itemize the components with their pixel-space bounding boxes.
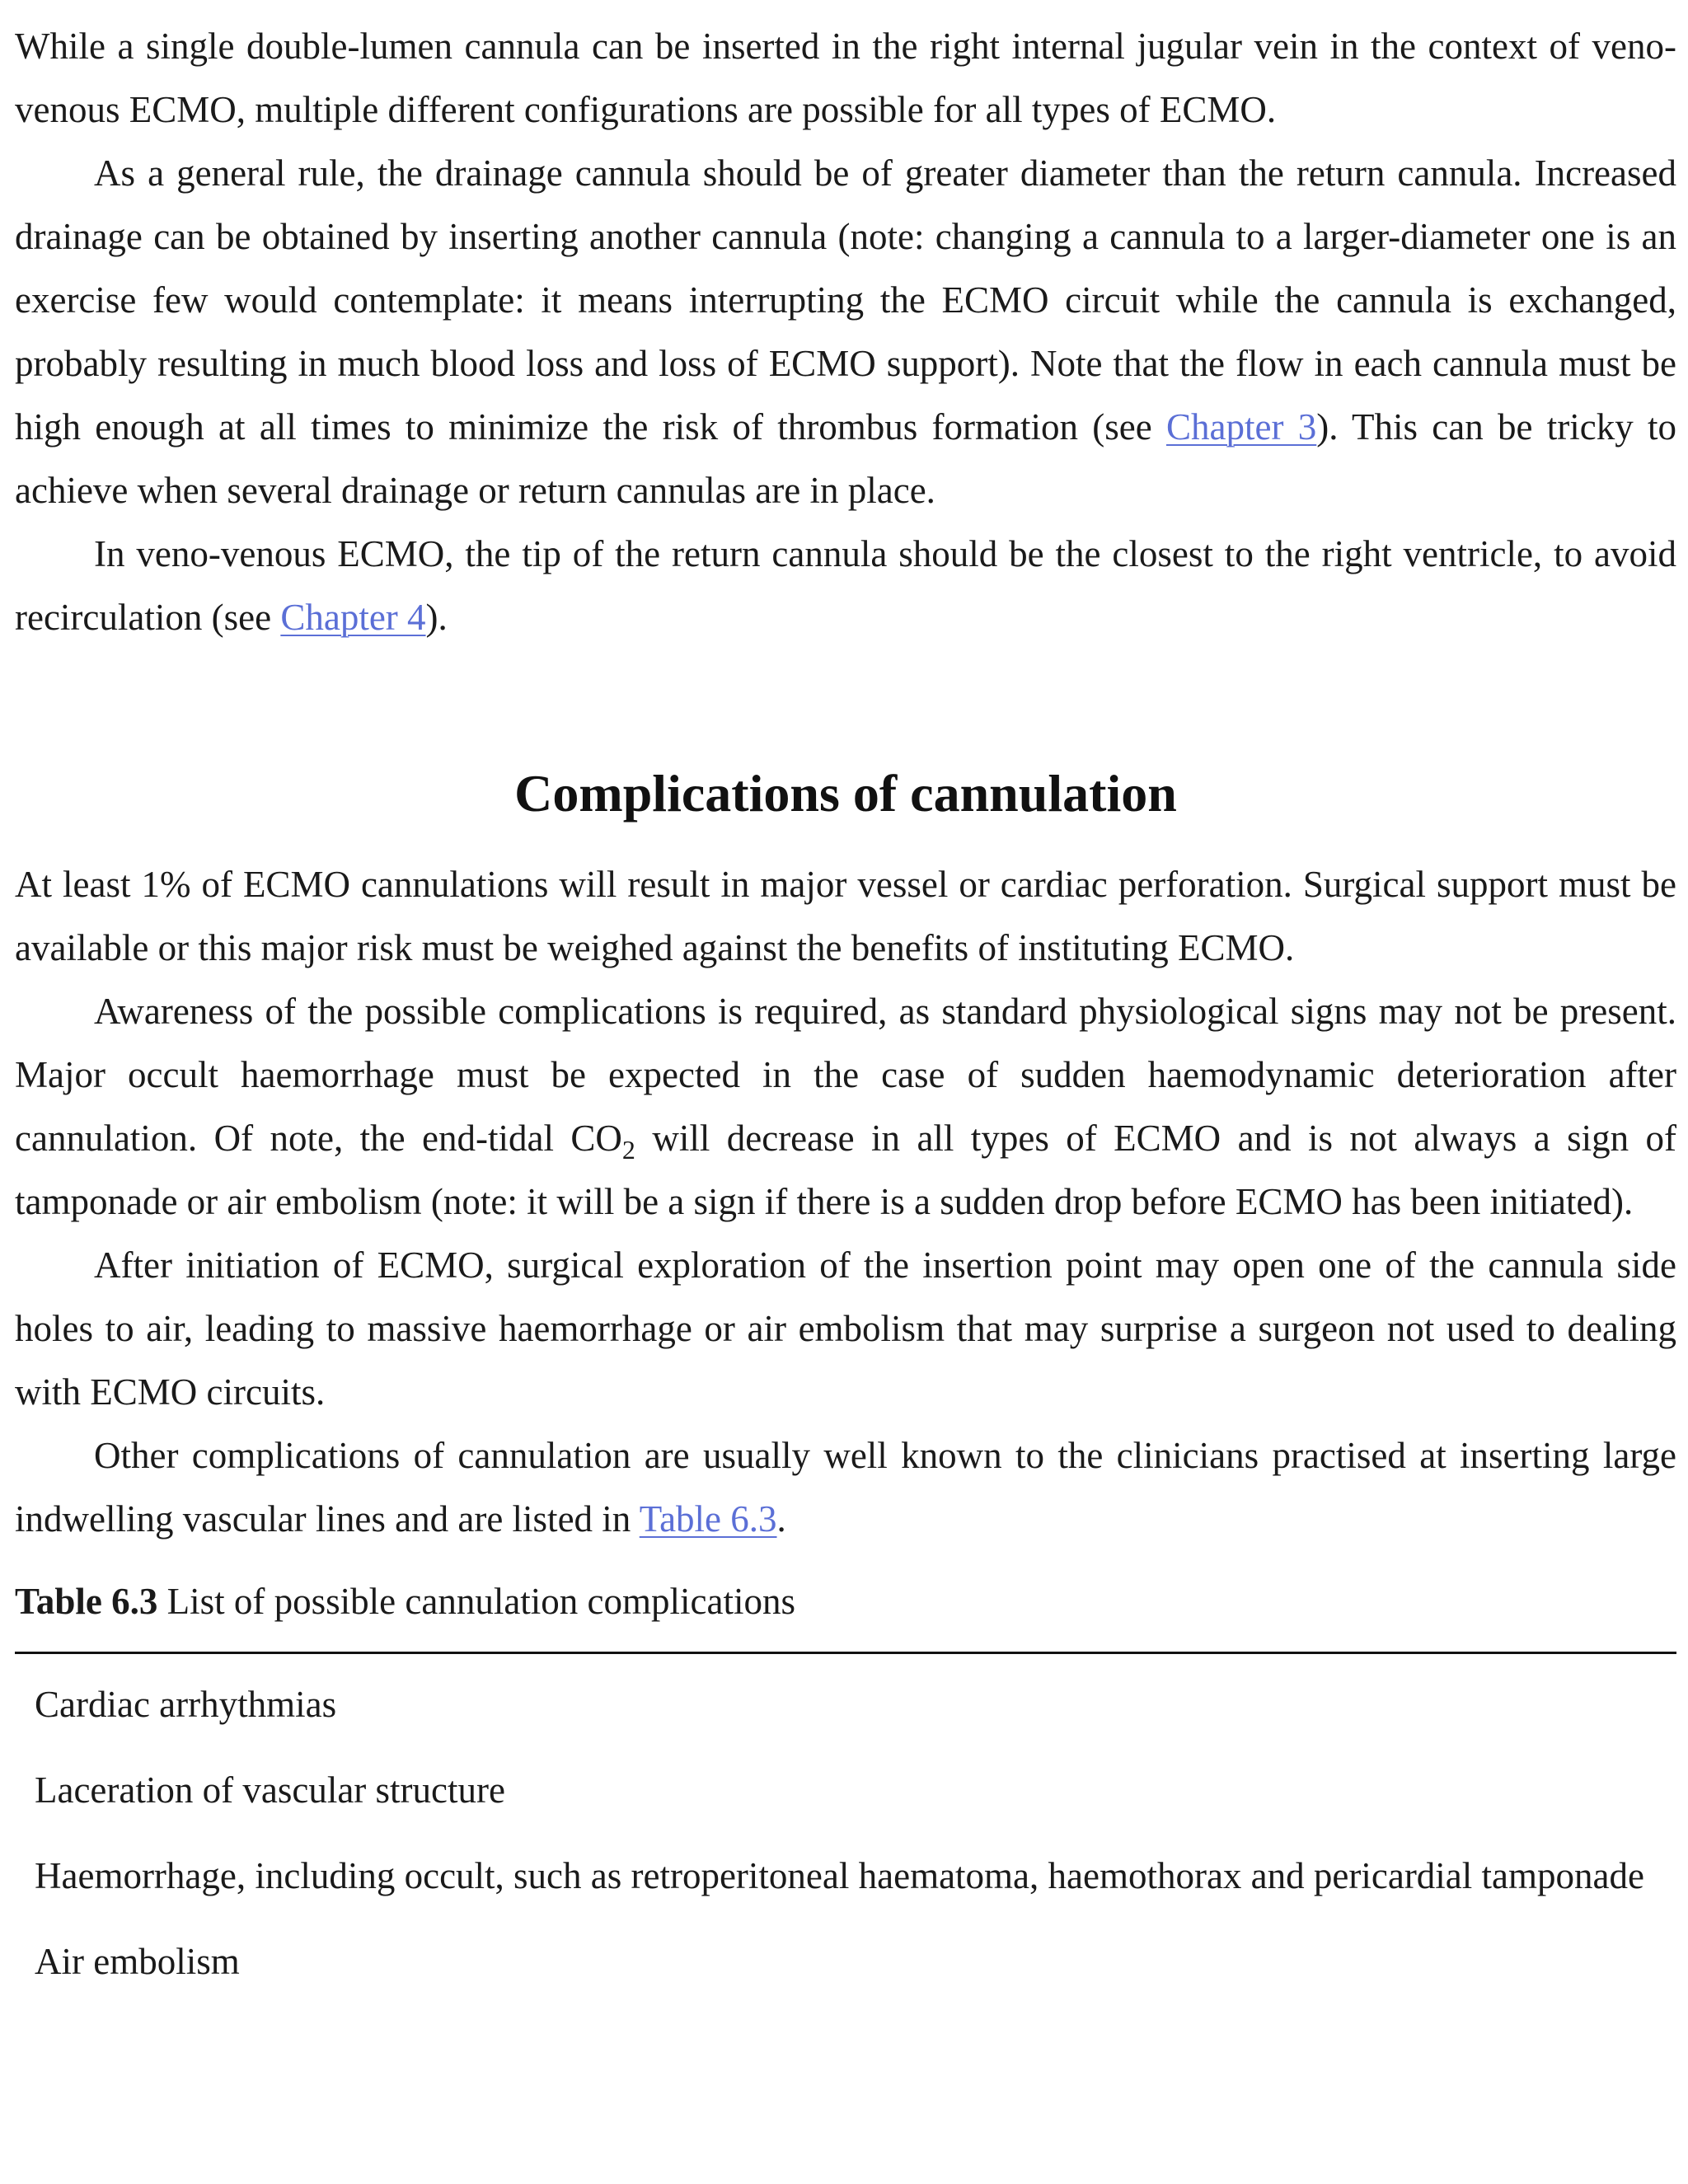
table-row: Laceration of vascular structure [35,1769,505,1811]
paragraph-configurations [15,15,1676,142]
paragraph-surgical-exploration [15,1234,1676,1424]
paragraph-text: After initiation of ECMO, surgical exploration of the insertion point may open one of the cannula side holes to air, leading to massive haemorrhage or air embolism that may surprise a surgeon not used to dealing with ECMO circuits. [15,1244,1676,1413]
paragraph-text: will decrease in all types of ECMO and is not always a sign of tamponade or air embolism (note: it will be a sign if there is a sudden drop before ECMO has been initiated). [15,1118,1676,1222]
complications-table [15,1654,1676,1987]
paragraph-awareness [15,980,1676,1234]
table-row: Haemorrhage, including occult, such as retroperitoneal haematoma, haemothorax and pericardial tamponade [35,1855,1644,1896]
section-heading: Complications of cannulation [514,764,1177,823]
document-page [15,15,1676,1997]
paragraph-drainage-cannula [15,142,1676,523]
table-label: Table 6.3 [15,1581,158,1622]
paragraph-text: Awareness of the possible complications is required, as standard physiological signs may not be present. Major occult haemorrhage must be expected in the case of sudden haemodynamic deterioration after cannulation. Of note, the end-tidal CO [15,991,1676,1159]
table-row: Cardiac arrhythmias [35,1684,337,1725]
paragraph-text: . [776,1498,786,1540]
table-caption-text: List of possible cannulation complications [157,1581,796,1622]
paragraph-text: ). This can be tricky to achieve when several drainage or return cannulas are in place. [15,406,1677,511]
paragraph-return-cannula-tip [15,523,1676,649]
table-caption [15,1574,1676,1629]
paragraph-text: Other complications of cannulation are usually well known to the clinicians practised at inserting large indwelling vascular lines and are listed in [15,1435,1676,1540]
chapter-3-link[interactable]: Chapter 3 [1166,406,1317,448]
paragraph-other-complications [15,1424,1676,1551]
paragraph-perforation-risk [15,853,1676,980]
paragraph-text: As a general rule, the drainage cannula should be of greater diameter than the return cannula. Increased drainage can be obtained by inserting another cannula (note: changing a cannula to a larger-diameter one is an exercise few would contemplate: it means interrupting the ECMO circuit while the cannula is exchanged, probably resulting in much blood loss and loss of ECMO support). Note that the flow in each cannula must be high enough at all times to minimize the risk of thrombus formation (see [15,152,1676,448]
table-6-3-link[interactable]: Table 6.3 [639,1498,777,1540]
paragraph-text: While a single double-lumen cannula can be inserted in the right internal jugular vein in the context of veno-venous ECMO, multiple different configurations are possible for all types of ECMO. [15,26,1676,130]
co2-subscript: 2 [621,1135,635,1165]
paragraph-text: At least 1% of ECMO cannulations will result in major vessel or cardiac perforation. Surgical support must be available or this major risk must be weighed against the benefits of instituting ECMO. [15,864,1676,968]
chapter-4-link[interactable]: Chapter 4 [280,597,426,638]
table-row: Air embolism [35,1941,240,1982]
paragraph-text: ). [425,597,448,638]
paragraph-text: In veno-venous ECMO, the tip of the return cannula should be the closest to the right ventricle, to avoid recirculation (see [15,533,1676,638]
